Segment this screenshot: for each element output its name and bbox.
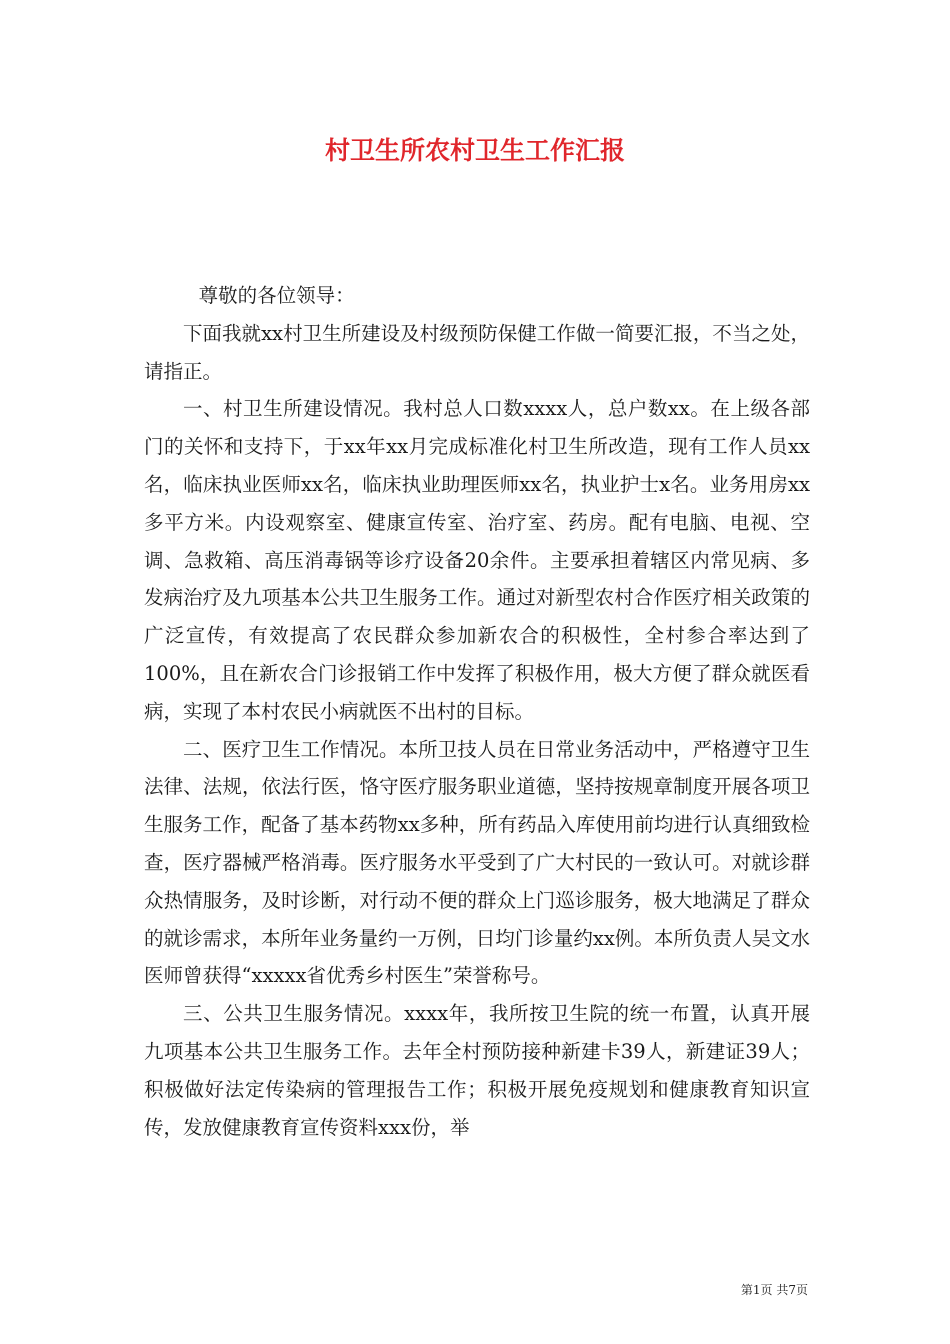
paragraph-section-3: 三、公共卫生服务情况。xxxx年，我所按卫生院的统一布置，认真开展九项基本公共卫生服务工作。去年全村预防接种新建卡39人，新建证39人；积极做好法定传染病的管理报告工作；积极开展免疫规划和健康教育知识宣传，发放健康教育宣传资料xxx份，举 bbox=[144, 1002, 810, 1139]
paragraph-section-1: 一、村卫生所建设情况。我村总人口数xxxx人，总户数xx。在上级各部门的关怀和支持下，于xx年xx月完成标准化村卫生所改造，现有工作人员xx名，临床执业医师xx名，临床执业助理医师xx名，执业护士x名。业务用房xx多平方米。内设观察室、健康宣传室、治疗室、药房。配有电脑、电视、空调、急救箱、高压消毒锅等诊疗设备20余件。主要承担着辖区内常见病、多发病治疗及九项基本公共卫生服务工作。通过对新型农村合作医疗相关政策的广泛宣传，有效提高了农民群众参加新农合的积极性，全村参合率达到了100%，且在新农合门诊报销工作中发挥了积极作用，极大方便了群众就医看病，实现了本村农民小病就医不出村的目标。 bbox=[144, 397, 810, 723]
paragraph-section-2: 二、医疗卫生工作情况。本所卫技人员在日常业务活动中，严格遵守卫生法律、法规，依法行医，恪守医疗服务职业道德，坚持按规章制度开展各项卫生服务工作，配备了基本药物xx多种，所有药品入库使用前均进行认真细致检查，医疗器械严格消毒。医疗服务水平受到了广大村民的一致认可。对就诊群众热情服务，及时诊断，对行动不便的群众上门巡诊服务，极大地满足了群众的就诊需求，本所年业务量约一万例，日均门诊量约xx例。本所负责人吴文水医师曾获得“xxxxx省优秀乡村医生”荣誉称号。 bbox=[144, 737, 810, 988]
page-title: 村卫生所农村卫生工作汇报 bbox=[324, 136, 625, 165]
paragraph-intro: 下面我就xx村卫生所建设及村级预防保健工作做一简要汇报，不当之处，请指正。 bbox=[144, 321, 810, 383]
page-number: 第1页 共7页 bbox=[740, 1283, 808, 1297]
document-body bbox=[144, 277, 810, 1146]
salutation: 尊敬的各位领导： bbox=[198, 284, 355, 307]
